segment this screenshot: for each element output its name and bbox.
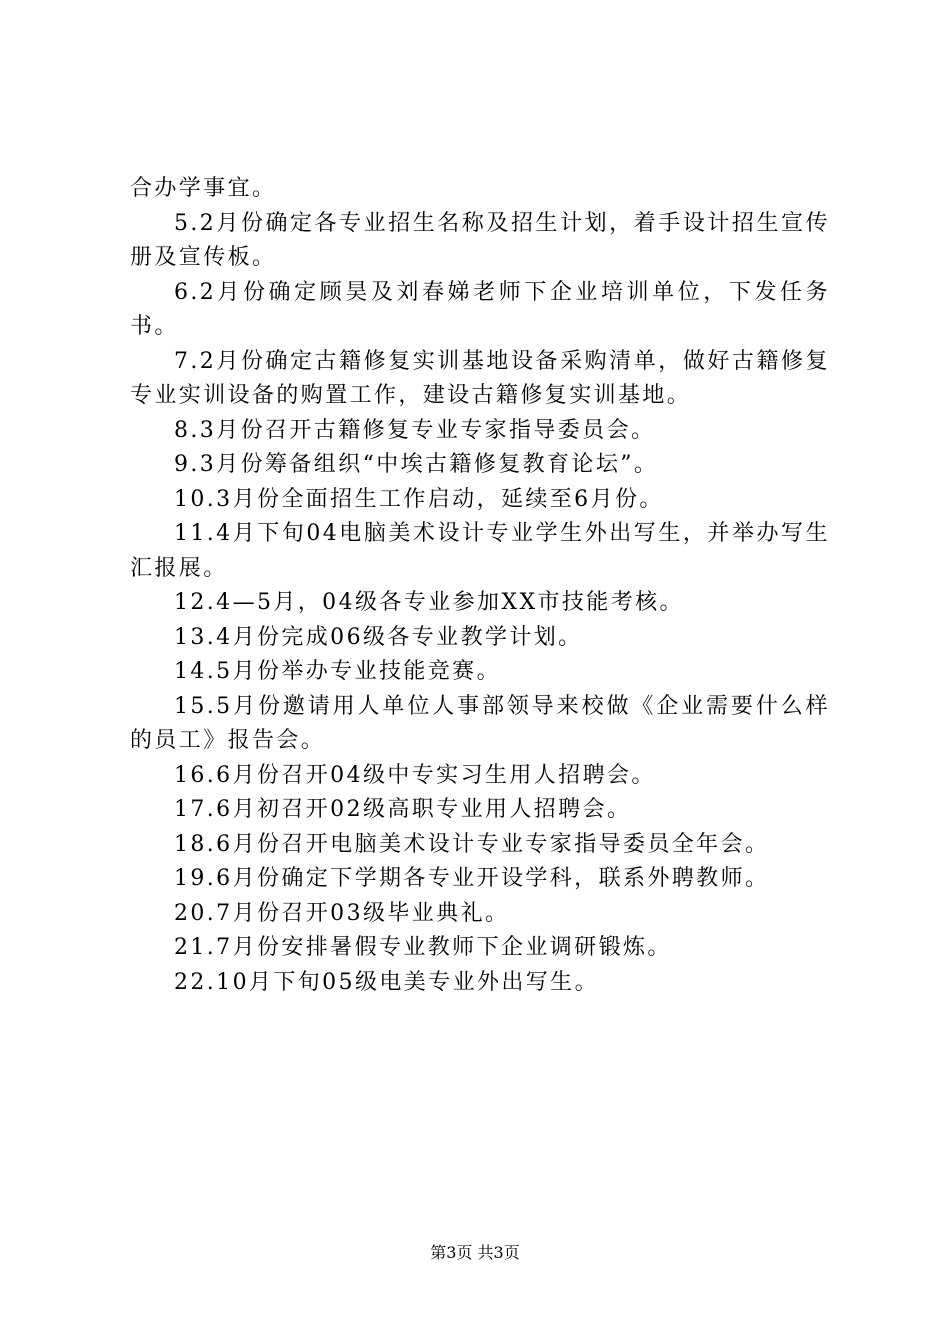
list-item-5: 5.2月份确定各专业招生名称及招生计划，着手设计招生宣传册及宣传板。 — [130, 210, 830, 270]
list-item-13: 13.4月份完成06级各专业教学计划。 — [174, 624, 583, 650]
list-item-10: 10.3月份全面招生工作启动，延续至6月份。 — [174, 486, 664, 512]
list-item-14: 14.5月份举办专业技能竞赛。 — [174, 659, 501, 684]
list-item-11: 11.4月下旬04电脑美术设计专业学生外出写生，并举办写生汇报展。 — [130, 521, 830, 581]
list-item-22: 22.10月下旬05级电美专业外出写生。 — [174, 969, 599, 995]
list-item-12: 12.4—5月，04级各专业参加XX市技能考核。 — [174, 590, 684, 615]
list-item-17: 17.6月初召开02级高职专业用人招聘会。 — [174, 797, 632, 822]
list-item-20: 20.7月份召开03级毕业典礼。 — [174, 900, 510, 926]
list-item-9: 9.3月份筹备组织“中埃古籍修复教育论坛”。 — [174, 452, 659, 477]
paragraph-continuation: 合办学事宜。 — [130, 176, 277, 201]
list-item-21: 21.7月份安排暑假专业教师下企业调研锻炼。 — [174, 935, 672, 960]
list-item-15: 15.5月份邀请用人单位人事部领导来校做《企业需要什么样的员工》报告会。 — [130, 693, 830, 753]
list-item-18: 18.6月份召开电脑美术设计专业专家指导委员全年会。 — [174, 831, 770, 857]
list-item-8: 8.3月份召开古籍修复专业专家指导委员会。 — [174, 417, 656, 443]
list-item-6: 6.2月份确定顾昊及刘春娣老师下企业培训单位，下发任务书。 — [130, 279, 830, 339]
list-item-7: 7.2月份确定古籍修复实训基地设备采购清单，做好古籍修复专业实训设备的购置工作，建设古籍修复实训基地。 — [130, 348, 830, 408]
list-item-19: 19.6月份确定下学期各专业开设学科，联系外聘教师。 — [174, 866, 770, 891]
list-item-16: 16.6月份召开04级中专实习生用人招聘会。 — [174, 762, 656, 788]
page-footer — [0, 1243, 950, 1263]
page-number-label: 第3页 共3页 — [430, 1243, 520, 1262]
document-body — [130, 172, 830, 1000]
